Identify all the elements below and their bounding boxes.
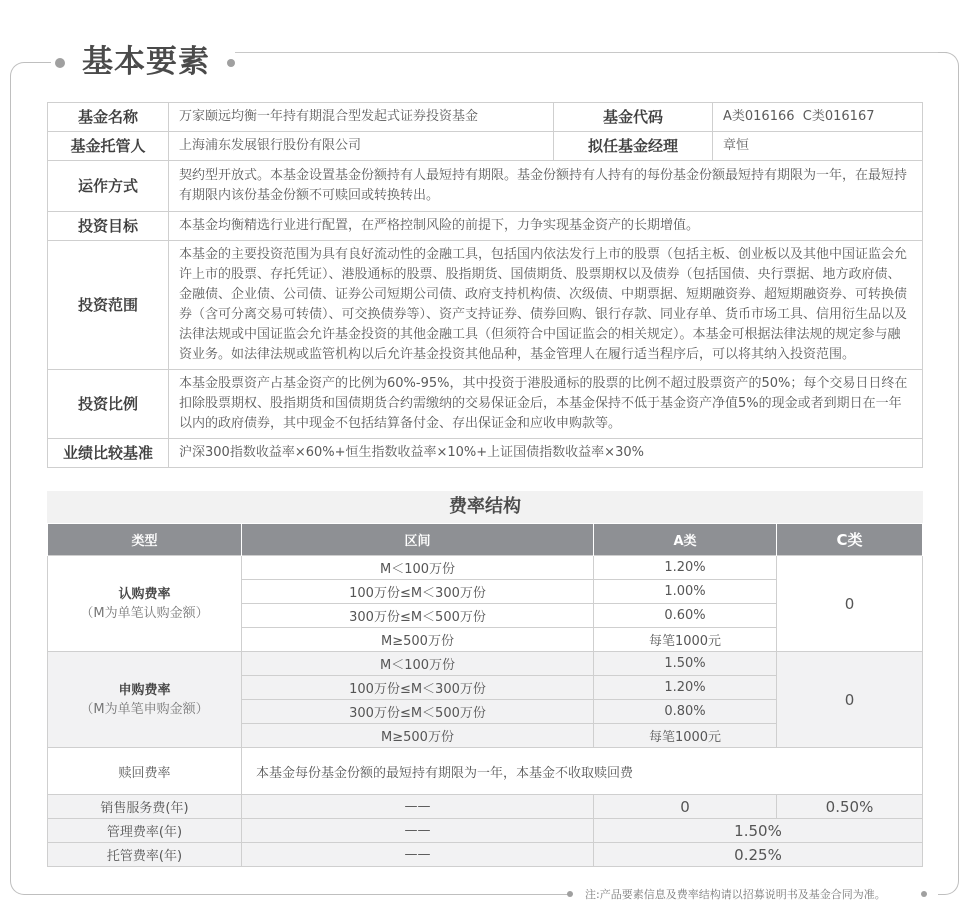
frame-line bbox=[10, 80, 11, 880]
benchmark-label: 业绩比较基准 bbox=[48, 439, 169, 468]
sales-service-c: 0.50% bbox=[777, 795, 923, 819]
table-row bbox=[48, 652, 923, 676]
purchase-type-cell bbox=[48, 652, 242, 748]
frame-line bbox=[958, 70, 959, 870]
frame-corner bbox=[938, 52, 959, 83]
table-row bbox=[48, 843, 923, 867]
range-cell: 100万份≤M＜300万份 bbox=[242, 580, 594, 604]
redemption-text: 本基金每份基金份额的最短持有期限为一年，本基金不收取赎回费 bbox=[242, 748, 923, 795]
basic-info-table bbox=[47, 102, 923, 468]
rate-a-cell: 1.50% bbox=[594, 652, 777, 676]
rate-a-cell: 0.60% bbox=[594, 604, 777, 628]
subscription-sublabel: （M为单笔认购金额） bbox=[80, 605, 209, 621]
rate-a-cell: 每笔1000元 bbox=[594, 724, 777, 748]
manager-label: 拟任基金经理 bbox=[554, 132, 713, 161]
sales-service-a: 0 bbox=[594, 795, 777, 819]
objective-label: 投资目标 bbox=[48, 212, 169, 241]
table-row bbox=[48, 795, 923, 819]
fund-code-value: A类016166 C类016167 bbox=[713, 103, 923, 132]
custodian-label: 基金托管人 bbox=[48, 132, 169, 161]
range-cell: 300万份≤M＜500万份 bbox=[242, 604, 594, 628]
table-row bbox=[48, 212, 923, 241]
rate-c-cell: 0 bbox=[777, 556, 923, 652]
table-row bbox=[48, 103, 923, 132]
scope-label: 投资范围 bbox=[48, 241, 169, 370]
fee-structure-table bbox=[47, 524, 923, 867]
table-row bbox=[48, 819, 923, 843]
scope-value: 本基金的主要投资范围为具有良好流动性的金融工具，包括国内依法发行上市的股票（包括主板、创业板以及其他中国证监会允许上市的股票、存托凭证）、港股通标的股票、股指期货、国债期货、股票期权以及债券（包括国债、央行票据、地方政府债、金融债、企业债、公司债、证券公司短期公司债、政府支持机构债、次级债、中期票据、短期融资券、超短期融资券、可转换债券（含可分离交易可转债）、可交换债券等）、资产支持证券、债券回购、银行存款、同业存单、货币市场工具、信用衍生品以及法律法规或中国证监会允许基金投资的其他金融工具（但须符合中国证监会的相关规定）。本基金可根据法律法规的规定参与融资业务。如法律法规或监管机构以后允许基金投资其他品种，基金管理人在履行适当程序后，可以将其纳入投资范围。 bbox=[169, 241, 923, 370]
section-title: 基本要素 bbox=[82, 44, 210, 80]
frame-bottom-line bbox=[24, 894, 569, 895]
fee-header-row bbox=[48, 524, 923, 556]
range-cell: 300万份≤M＜500万份 bbox=[242, 700, 594, 724]
range-cell: M≥500万份 bbox=[242, 724, 594, 748]
fee-structure-title: 费率结构 bbox=[47, 491, 923, 523]
table-row bbox=[48, 370, 923, 439]
range-cell: 100万份≤M＜300万份 bbox=[242, 676, 594, 700]
rate-a-cell: 1.20% bbox=[594, 676, 777, 700]
ratio-label: 投资比例 bbox=[48, 370, 169, 439]
custody-fee-range: —— bbox=[242, 843, 594, 867]
fund-name-label: 基金名称 bbox=[48, 103, 169, 132]
header-type: 类型 bbox=[48, 524, 242, 556]
sales-service-label: 销售服务费(年) bbox=[48, 795, 242, 819]
management-fee-value: 1.50% bbox=[594, 819, 923, 843]
rate-a-cell: 1.00% bbox=[594, 580, 777, 604]
purchase-label: 申购费率 bbox=[118, 682, 171, 698]
benchmark-value: 沪深300指数收益率×60%+恒生指数收益率×10%+上证国债指数收益率×30% bbox=[169, 439, 923, 468]
management-fee-range: —— bbox=[242, 819, 594, 843]
subscription-label: 认购费率 bbox=[118, 586, 171, 602]
title-dot-icon bbox=[55, 58, 65, 68]
note-dot-icon bbox=[921, 891, 927, 897]
header-class-c: C类 bbox=[777, 524, 923, 556]
management-fee-label: 管理费率(年) bbox=[48, 819, 242, 843]
rate-a-cell: 每笔1000元 bbox=[594, 628, 777, 652]
table-row bbox=[48, 748, 923, 795]
fund-name-value: 万家颐远均衡一年持有期混合型发起式证券投资基金 bbox=[169, 103, 554, 132]
range-cell: M≥500万份 bbox=[242, 628, 594, 652]
range-cell: M＜100万份 bbox=[242, 652, 594, 676]
custody-fee-label: 托管费率(年) bbox=[48, 843, 242, 867]
title-dot-icon bbox=[227, 59, 235, 67]
header-range: 区间 bbox=[242, 524, 594, 556]
operation-label: 运作方式 bbox=[48, 161, 169, 212]
frame-corner bbox=[10, 870, 25, 895]
ratio-value: 本基金股票资产占基金资产的比例为60%-95%，其中投资于港股通标的股票的比例不超过股票资产的50%；每个交易日日终在扣除股票期权、股指期货和国债期货合约需缴纳的交易保证金后，本基金保持不低于基金资产净值5%的现金或者到期日在一年以内的政府债券，其中现金不包括结算备付金、存出保证金和应收申购款等。 bbox=[169, 370, 923, 439]
custody-fee-value: 0.25% bbox=[594, 843, 923, 867]
frame-corner bbox=[10, 62, 51, 103]
frame-top-line bbox=[235, 52, 947, 53]
table-row bbox=[48, 132, 923, 161]
custodian-value: 上海浦东发展银行股份有限公司 bbox=[169, 132, 554, 161]
table-row bbox=[48, 161, 923, 212]
table-row bbox=[48, 556, 923, 580]
redemption-label: 赎回费率 bbox=[48, 748, 242, 795]
note-dot-icon bbox=[567, 891, 573, 897]
objective-value: 本基金均衡精选行业进行配置，在严格控制风险的前提下，力争实现基金资产的长期增值。 bbox=[169, 212, 923, 241]
footnote: 注:产品要素信息及费率结构请以招募说明书及基金合同为准。 bbox=[585, 888, 886, 901]
range-cell: M＜100万份 bbox=[242, 556, 594, 580]
header-class-a: A类 bbox=[594, 524, 777, 556]
rate-c-cell: 0 bbox=[777, 652, 923, 748]
rate-a-cell: 1.20% bbox=[594, 556, 777, 580]
purchase-sublabel: （M为单笔申购金额） bbox=[80, 701, 209, 717]
frame-corner bbox=[938, 860, 959, 895]
manager-value: 章恒 bbox=[713, 132, 923, 161]
subscription-type-cell bbox=[48, 556, 242, 652]
table-row bbox=[48, 241, 923, 370]
fund-code-label: 基金代码 bbox=[554, 103, 713, 132]
table-row bbox=[48, 439, 923, 468]
rate-a-cell: 0.80% bbox=[594, 700, 777, 724]
sales-service-range: —— bbox=[242, 795, 594, 819]
operation-value: 契约型开放式。本基金设置基金份额持有人最短持有期限。基金份额持有人持有的每份基金份额最短持有期限为一年，在最短持有期限内该份基金份额不可赎回或转换转出。 bbox=[169, 161, 923, 212]
